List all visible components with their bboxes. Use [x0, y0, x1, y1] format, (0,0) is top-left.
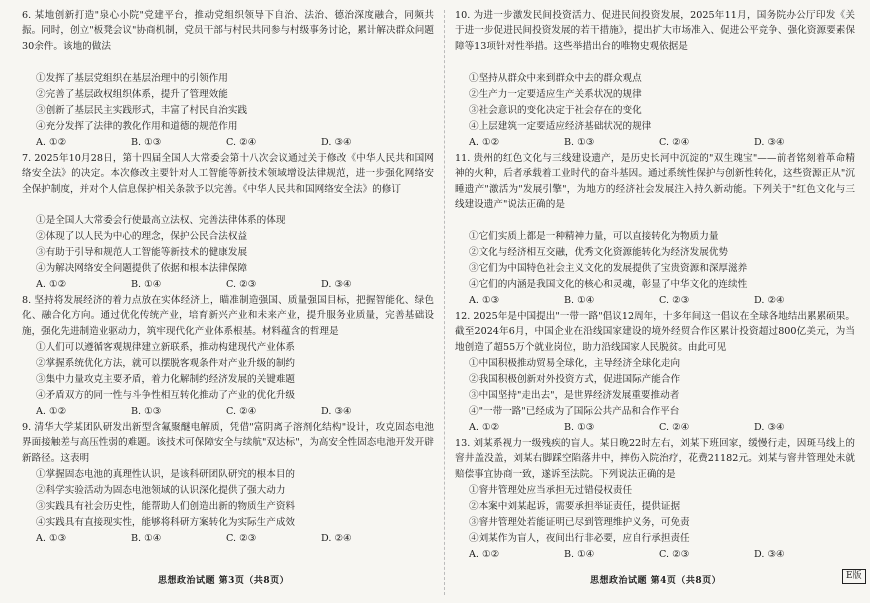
- q7-choice-b: B. ①④: [131, 279, 162, 290]
- q9-choice-d: D. ②④: [321, 533, 352, 544]
- page-fold-divider: [444, 10, 445, 595]
- q11-option-1: ①它们实质上都是一种精神力量，可以直接转化为物质力量: [469, 231, 719, 242]
- question-10-stem: 10. 为进一步激发民间投资活力、促进民间投资发展，2025年11月，国务院办公厅印发《关于进一步促进民间投资发展的若干措施》，提出扩大市场准入、促进公平竞争、强化资源要素保障等13项针对性举措。这些举措出台的唯物史观依据是: [455, 10, 855, 52]
- q13-choice-d: D. ③④: [754, 549, 785, 560]
- q12-option-4: ④"一带一路"已经成为了国际公共产品和合作平台: [469, 406, 680, 417]
- q12-choice-c: C. ②④: [659, 422, 690, 433]
- q10-choice-b: B. ①③: [564, 137, 595, 148]
- q10-choice-c: C. ②④: [659, 137, 690, 148]
- q9-choice-a: A. ①③: [36, 533, 67, 544]
- q13-choice-a: A. ①②: [469, 549, 500, 560]
- q9-choice-b: B. ①④: [131, 533, 162, 544]
- q8-option-1: ①人们可以遵循客观规律建立新联系，推动构建现代产业体系: [36, 342, 296, 353]
- q11-option-3: ③它们为中国特色社会主义文化的发展提供了宝贵资源和深厚滋养: [469, 263, 748, 274]
- right-page: [455, 0, 855, 603]
- q6-choice-a: A. ①②: [36, 137, 67, 148]
- q6-option-3: ③创新了基层民主实践形式，丰富了村民自治实践: [36, 105, 248, 116]
- q11-choice-b: B. ①④: [564, 295, 595, 306]
- q10-option-1: ①坚持从群众中来到群众中去的群众观点: [469, 73, 642, 84]
- q9-option-1: ①掌握固态电池的真理性认识，是该科研团队研究的根本目的: [36, 469, 296, 480]
- q7-option-3: ③有助于引导和规范人工智能等新技术的健康发展: [36, 247, 248, 258]
- q10-option-3: ③社会意识的变化决定于社会存在的变化: [469, 105, 642, 116]
- question-11-stem: 11. 贵州的红色文化与三线建设遗产，是历史长河中沉淀的"双生瑰宝"——前者铭刻着革命精神的火种，后者承载着工业时代的奋斗基因。通过系统性保护与创新性转化，这些资源正从"沉睡遗产"激活为"发展引擎"，为地方的经济社会发展注入持久新动能。下列关于"红色文化与三线建设遗产"说法正确的是: [455, 153, 855, 211]
- left-page: [22, 0, 434, 603]
- q8-choice-b: B. ①③: [131, 406, 162, 417]
- q12-option-3: ③中国坚持"走出去"，是世界经济发展重要推动者: [469, 390, 680, 401]
- right-page-footer: 思想政治试题 第4页（共8页）: [590, 576, 722, 586]
- q13-choice-c: C. ②③: [659, 549, 690, 560]
- q7-choice-a: A. ①②: [36, 279, 67, 290]
- q10-choice-a: A. ①②: [469, 137, 500, 148]
- q11-option-4: ④它们的内涵是我国文化的核心和灵魂，彰显了中华文化的连续性: [469, 279, 748, 290]
- q8-option-2: ②掌握系统优化方法，就可以摆脱客观条件对产业升级的制约: [36, 358, 296, 369]
- q7-option-1: ①是全国人大常委会行使最高立法权、完善法律体系的体现: [36, 215, 286, 226]
- q7-choice-c: C. ②③: [226, 279, 257, 290]
- question-7-stem: 7. 2025年10月28日，第十四届全国人大常委会第十八次会议通过关于修改《中华人民共和国网络安全法》的决定。本次修改主要针对人工智能等新技术领域增设法律规范，进一步强化网络安全保护制度，并对个人信息保护相关条款予以完善。《中华人民共和国网络安全法》的修订: [22, 153, 434, 195]
- edition-badge: E版: [842, 569, 866, 584]
- q9-option-2: ②科学实验活动为固态电池领域的认识深化提供了强大动力: [36, 485, 286, 496]
- q11-option-2: ②文化与经济相互交融，优秀文化资源能转化为经济发展优势: [469, 247, 729, 258]
- q6-choice-b: B. ①③: [131, 137, 162, 148]
- q13-option-4: ④刘某作为盲人，夜间出行非必要，应自行承担责任: [469, 533, 690, 544]
- q11-choice-d: D. ②④: [754, 295, 785, 306]
- question-8-stem: 8. 坚持将发展经济的着力点放在实体经济上，瞄准制造强国、质量强国目标，把握智能化、绿色化、融合化方向。通过优化传统产业，培育新兴产业和未来产业，提升服务业质量，完善基础设施，强化先进制造业驱动力，筑牢现代化产业体系根基。材料蕴含的哲理是: [22, 295, 434, 337]
- q9-option-4: ④实践具有直接现实性，能够将科研方案转化为实际生产成效: [36, 517, 296, 528]
- q11-choice-a: A. ①③: [469, 295, 500, 306]
- q8-option-3: ③集中力量攻克主要矛盾，着力化解制约经济发展的关键难题: [36, 374, 296, 385]
- q13-option-2: ②本案中刘某起诉，需要承担举证责任，提供证据: [469, 501, 681, 512]
- q6-option-4: ④充分发挥了法律的教化作用和道德的规范作用: [36, 121, 238, 132]
- q10-option-2: ②生产力一定要适应生产关系状况的规律: [469, 89, 642, 100]
- left-page-footer: 思想政治试题 第3页（共8页）: [158, 576, 290, 586]
- q12-choice-a: A. ①②: [469, 422, 500, 433]
- q6-option-1: ①发挥了基层党组织在基层治理中的引领作用: [36, 73, 228, 84]
- q13-option-1: ①窨井管理处应当承担无过错侵权责任: [469, 485, 633, 496]
- q7-option-4: ④为解决网络安全问题提供了依据和根本法律保障: [36, 263, 248, 274]
- q9-option-3: ③实践具有社会历史性，能帮助人们创造出新的物质生产资料: [36, 501, 296, 512]
- q12-choice-b: B. ①③: [564, 422, 595, 433]
- q7-choice-d: D. ③④: [321, 279, 352, 290]
- q6-choice-d: D. ③④: [321, 137, 352, 148]
- question-12-stem: 12. 2025年是中国提出"一带一路"倡议12周年，十多年间这一倡议在全球各地结出累累硕果。截至2024年6月，中国企业在沿线国家建设的境外经贸合作区累计投资超过800亿美元，为当地创造了超55万个就业岗位，助力沿线国家人民脱贫。由此可见: [455, 311, 855, 353]
- question-9-stem: 9. 清华大学某团队研发出新型含氟聚醚电解质，凭借"富阴离子溶剂化结构"设计，攻克固态电池界面接触差与高压性弱的难题。该技术可保障安全与续航"双达标"，为高安全性固态电池开发开辟新路径。这表明: [22, 422, 434, 464]
- q12-option-2: ②我国积极创新对外投资方式，促进国际产能合作: [469, 374, 681, 385]
- q6-option-2: ②完善了基层政权组织体系，提升了管理效能: [36, 89, 228, 100]
- q8-choice-a: A. ①②: [36, 406, 67, 417]
- q13-choice-b: B. ①④: [564, 549, 595, 560]
- q8-option-4: ④矛盾双方的同一性与斗争性相互转化推动了产业的优化升级: [36, 390, 296, 401]
- q10-option-4: ④上层建筑一定要适应经济基础状况的规律: [469, 121, 652, 132]
- q8-choice-d: D. ③④: [321, 406, 352, 417]
- question-13-stem: 13. 刘某系视力一级残疾的盲人。某日晚22时左右，刘某下班回家，缓慢行走，因斑马线上的窨井盖没盖，刘某右脚踩空陷落井中，摔伤入院治疗，花费21182元。刘某与窨井管理处未就赔偿事宜协商一致，遂诉至法院。下列说法正确的是: [455, 438, 855, 480]
- q12-option-1: ①中国积极推动贸易全球化，主导经济全球化走向: [469, 358, 681, 369]
- q13-option-3: ③窨井管理处若能证明已尽到管理维护义务，可免责: [469, 517, 690, 528]
- q9-choice-c: C. ②③: [226, 533, 257, 544]
- q6-choice-c: C. ②④: [226, 137, 257, 148]
- question-6-stem: 6. 某地创新打造"泉心小院"党建平台，推动党组织领导下自治、法治、德治深度融合，同频共振。同时，创立"板凳会议"协商机制，党员干部与村民共同参与村级事务讨论，累计解决群众问题30余件。该地的做法: [22, 10, 434, 52]
- q8-choice-c: C. ②④: [226, 406, 257, 417]
- q11-choice-c: C. ②③: [659, 295, 690, 306]
- q12-choice-d: D. ③④: [754, 422, 785, 433]
- q10-choice-d: D. ③④: [754, 137, 785, 148]
- q7-option-2: ②体现了以人民为中心的理念，保护公民合法权益: [36, 231, 248, 242]
